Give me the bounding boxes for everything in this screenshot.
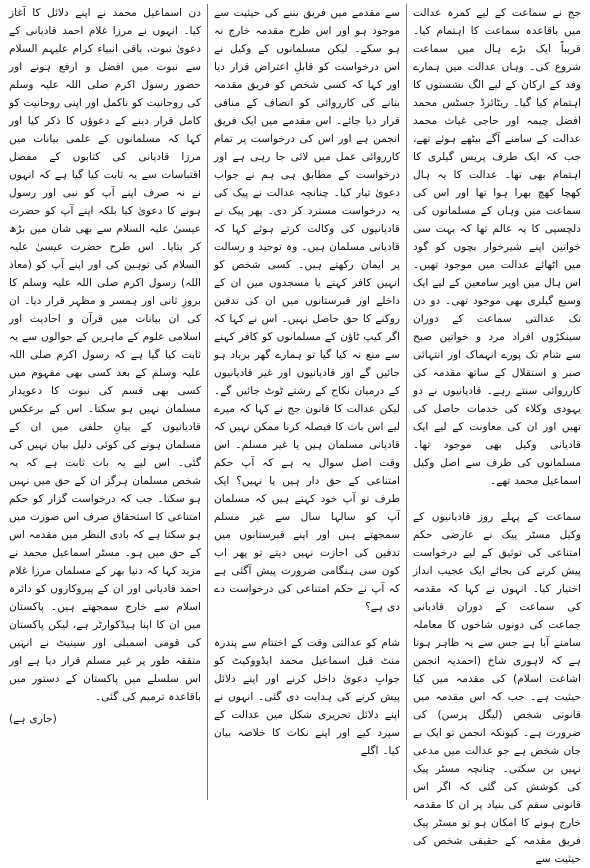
column-middle (207, 4, 407, 800)
column-left-paragraph-1: دن اسماعیل محمد نے اپنے دلائل کا آغاز کیا۔ انہوں نے مرزا غلام احمد قادیانی کے دعویٰ نبوت، باقی انبیاء کرام علیہم السلام سے نبوت میں افضل و ارفع ہونے اور حضور رسول اکرم صلی اللہ علیہ وسلم کی روحانیت کو ناکمل اور اپنی روحانیت کو کامل قرار دینے کے دعوؤں کا ذکر کیا اور کہا کہ مسلمانوں کے علمی بیانات میں مرزا قادیانی کی کتابوں کے مفصل اقتباسات سے یہ ثابت کیا گیا ہے کہ انہوں نے نہ صرف اپنے آپ کو نبی اور رسول ہونے کا دعویٰ کیا بلکہ اپنے آپ کو حضرت عیسیٰ علیہ السلام سے بھی شان میں بڑھ کر بتایا۔ اس طرح حضرت عیسیٰ علیہ السلام کی توہین کی اور اپنے آپ کو (معاذ اللہ) رسول اکرم صلی اللہ علیہ وسلم کا بروزِ ثانی اور ہمسر و مظہر قرار دیا۔ ان کی ان بیانات میں قرآن و احادیث اور اسلامی علوم کے ماہرین کے حوالوں سے یہ ثابت کیا گیا ہے کہ رسول اکرم صلی اللہ علیہ وسلم کے بعد کسی بھی مفہوم میں کسی بھی قسم کی نبوت کا دعویدار مسلمان نہیں ہو سکتا۔ اس کے برعکس قادیانیوں کے بیانِ حلفی میں ان کے مسلمان ہونے کی کوئی دلیل بیان نہیں کی گئی۔ اس لیے یہ بات ثابت ہے کہ یہ شخص مسلمان ہرگز ان کے حق میں نہیں ہو سکتا۔ جب کہ درخواست گزار کو حکم امتناعی کا استحقاق صرف اس صورت میں ہو سکتا ہے کہ بادی النظر میں مقدمہ اس کے حق میں ہو۔ مسٹر اسماعیل محمد نے مزید کہا کہ دنیا بھر کے مسلمان مرزا غلام احمد قادیانی اور ان کے پیروکاروں کو دائرہ اسلام سے خارج سمجھتے ہیں۔ پاکستان میں ان کا اپنا ہیڈکوارٹر ہے، لیکن پاکستان کی قومی اسمبلی اور سینیٹ نے انہیں متفقہ طور پر غیر مسلم قرار دیا ہے اور اس سلسلے میں پاکستان کے دستور میں باقاعدہ ترمیم کی گئی۔ (9, 7, 201, 703)
article-columns (3, 4, 587, 865)
column-middle-paragraph-2: شام کو عدالتی وقت کے اختتام سے پندرہ منٹ قبل اسماعیل محمد ایڈووکیٹ کو جوابِ دعویٰ داخل کرنے اور اپنے دلائل پیش کرنے کی ہدایت دی گئی۔ انہوں نے اپنے دلائل تحریری شکل میں عدالت کے سپرد کیے اور اپنے نکات کا خلاصہ بیان کیا۔ اگلے (214, 637, 400, 757)
paragraph-spacer (214, 616, 400, 634)
column-middle-paragraph-1: سے مقدمے میں فریق بننے کی حیثیت سے موجود ہو اور اس طرح مقدمہ خارج نہ ہو سکے۔ لیکن مسلمانوں کے وکیل نے اس درخواست کو قابلِ اعتراض قرار دیا اور کہا کہ کسی شخص کو فریق مقدمہ بنانے کی کارروائی کو انصاف کے منافی قرار دیا جائے۔ اس مقدمے میں ایک فریق انجمن ہے اور اس کی درخواست پر تمام کارروائی عمل میں لائی جا رہی ہے اور درخواست کے مطابق ہی ہم نے جواب دعویٰ تیار کیا۔ چنانچہ عدالت نے پیک کی یہ درخواست مسترد کر دی۔ پھر پیک نے قادیانیوں کی وکالت کرتے ہوئے کہا کہ قادیانی مسلمان ہیں۔ وہ توحید و رسالت پر ایمان رکھتے ہیں۔ کسی شخص کو انہیں کافر کہنے یا مسجدوں میں ان کے داخلے اور قبرستانوں میں ان کی تدفین روکنے کا حق حاصل نہیں۔ اس نے کہا کہ اگر کیپ ٹاؤن کے مسلمانوں کو کافر کہنے سے منع نہ کیا گیا تو ہمارے گھر برباد ہو جائیں گے اور قادیانیوں اور غیر قادیانیوں کے درمیان نکاح کے رشتے ٹوٹ جائیں گے۔ لیکن عدالت کا قانون جج نے کہا کہ میرے لیے اس بات کا فیصلہ کرنا ممکن نہیں کہ قادیانی مسلمان ہیں یا غیر مسلم۔ اس وقت اصل سوال یہ ہے کہ آپ حکم امتناعی کے حق دار ہیں یا نہیں؟ ایک طرف تو آپ خود کہتے ہیں کہ مسلمان آپ کو سالہا سال سے غیر مسلم سمجھتے ہیں اور اپنے قبرستانوں میں تدفین کی اجازت نہیں دیتے تو پھر اب کون سی ہنگامی ضرورت پیش آگئی ہے کہ آپ نے حکم امتناعی کی درخواست دے دی ہے؟ (214, 7, 400, 613)
continued-marker: (جاری ہے) (9, 713, 57, 725)
paragraph-spacer (413, 490, 581, 508)
column-right (407, 4, 587, 865)
column-right-paragraph-1: جج نے سماعت کے لیے کمرہ عدالت میں باقاعدہ سماعت کا اہتمام کیا۔ قریباً ایک بڑے ہال میں سماعت شروع کی۔ وہاں عدالت میں ہمارے وفد کے ارکان کے لیے الگ نشستوں کا اہتمام کیا گیا۔ ریٹائرڈ جسٹس محمد افضل چیمہ اور حاجی غیاث محمد عدالت کے سامنے آگے بیٹھے ہوئے تھے، جب کہ ایک طرف پریس گیلری کا اہتمام بھی تھا۔ عدالت کا یہ ہال کھچا کھچ بھرا ہوا تھا اور اس کی سماعت میں وہاں کے مسلمانوں کی دلچسپی کا یہ عالم تھا کہ بہت سی خواتین اپنے شیرخوار بچوں کو گود میں اٹھائے عدالت میں موجود تھیں۔ اس ہال میں اوپر سامعین کے لیے ایک وسیع گیلری بھی موجود تھی۔ دو دن تک عدالتی سماعت کے دوران سینکڑوں افراد مرد و خواتین صبح سے شام تک پورے انہماک اور انتہائی صبر و استقلال کے ساتھ مقدمہ کی کارروائی سنتے رہے۔ قادیانیوں نے دو یہودی وکلاء کی خدمات حاصل کی تھیں اور ان کی معاونت کے لیے ایک قادیانی وکیل بھی موجود تھا۔ مسلمانوں کی طرف سے اصل وکیل اسماعیل محمد تھے۔ (413, 7, 581, 487)
column-right-paragraph-2: سماعت کے پہلے روز قادیانیوں کے وکیل مسٹر پیک نے عارضی حکم امتناعی کی توثیق کے لیے درخواست پیش کرنے کی بجائے ایک عجیب انداز اختیار کیا۔ انہوں نے کہا کہ مقدمہ کی سماعت کے دوران قادیانی جماعت کی دونوں شاخوں کا معاملہ سامنے آیا ہے جس سے یہ ظاہر ہوتا ہے کہ لاہوری شاخ (احمدیہ انجمن اشاعت اسلام) کی مقدمہ میں کیا حیثیت ہے۔ جب کہ اس مقدمہ میں قانونی شخص (لیگل پرسن) کی ضرورت ہے۔ کیونکہ انجمن تو ایک بے جان شخص ہے جو عدالت میں مدعی نہیں بن سکتی۔ چنانچہ مسٹر پیک کی کوشش کی گئی کہ اگر اس قانونی سقم کی بنیاد پر ان کا مقدمہ خارج ہونے کا امکان ہو تو مسٹر پیک فریق مقدمہ کے حقیقی شخص کی حیثیت سے (413, 511, 581, 865)
column-left (3, 4, 207, 800)
